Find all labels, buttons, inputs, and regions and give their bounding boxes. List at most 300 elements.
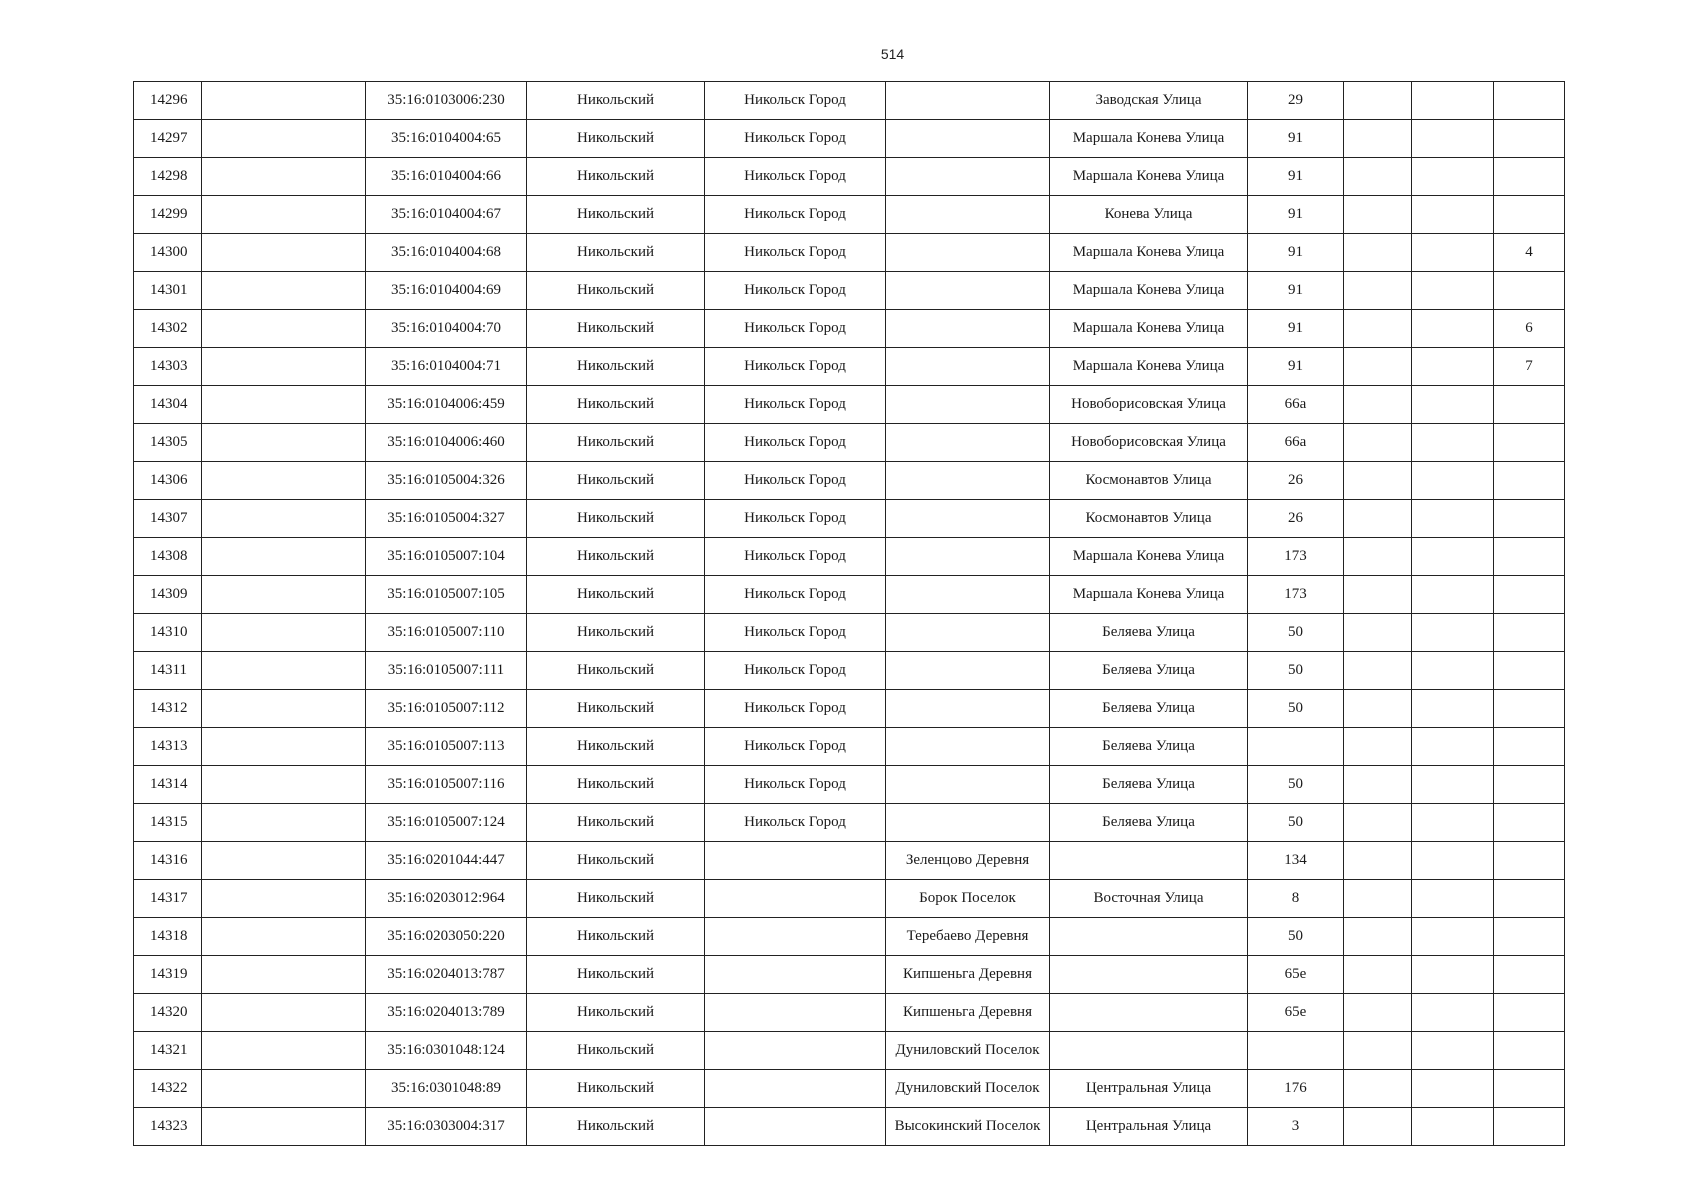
structure-cell xyxy=(1412,766,1494,804)
settlement-cell xyxy=(886,272,1050,310)
house-number-cell: 50 xyxy=(1248,614,1344,652)
structure-cell xyxy=(1412,880,1494,918)
structure-cell xyxy=(1412,272,1494,310)
building-cell xyxy=(1344,956,1412,994)
structure-cell xyxy=(1412,424,1494,462)
record-number-cell: 14315 xyxy=(134,804,202,842)
settlement-cell xyxy=(886,234,1050,272)
district-cell: Никольский xyxy=(527,690,705,728)
street-cell: Центральная Улица xyxy=(1050,1108,1248,1146)
empty-cell xyxy=(202,158,366,196)
building-cell xyxy=(1344,918,1412,956)
settlement-cell xyxy=(886,120,1050,158)
building-cell xyxy=(1344,424,1412,462)
settlement-cell xyxy=(886,82,1050,120)
city-cell: Никольск Город xyxy=(705,234,886,272)
structure-cell xyxy=(1412,842,1494,880)
house-number-cell: 176 xyxy=(1248,1070,1344,1108)
street-cell: Маршала Конева Улица xyxy=(1050,158,1248,196)
structure-cell xyxy=(1412,538,1494,576)
street-cell: Конева Улица xyxy=(1050,196,1248,234)
district-cell: Никольский xyxy=(527,538,705,576)
district-cell: Никольский xyxy=(527,158,705,196)
apartment-cell: 7 xyxy=(1494,348,1565,386)
city-cell xyxy=(705,1070,886,1108)
cadastral-number-cell: 35:16:0105007:116 xyxy=(366,766,527,804)
apartment-cell xyxy=(1494,1032,1565,1070)
cadastral-number-cell: 35:16:0104004:68 xyxy=(366,234,527,272)
city-cell: Никольск Город xyxy=(705,386,886,424)
cadastral-number-cell: 35:16:0105007:124 xyxy=(366,804,527,842)
empty-cell xyxy=(202,652,366,690)
empty-cell xyxy=(202,576,366,614)
settlement-cell xyxy=(886,614,1050,652)
record-number-cell: 14311 xyxy=(134,652,202,690)
structure-cell xyxy=(1412,918,1494,956)
city-cell xyxy=(705,842,886,880)
street-cell xyxy=(1050,918,1248,956)
street-cell: Беляева Улица xyxy=(1050,690,1248,728)
cadastral-number-cell: 35:16:0104006:459 xyxy=(366,386,527,424)
street-cell: Новоборисовская Улица xyxy=(1050,386,1248,424)
house-number-cell: 134 xyxy=(1248,842,1344,880)
table-row xyxy=(134,82,1565,120)
house-number-cell: 8 xyxy=(1248,880,1344,918)
apartment-cell xyxy=(1494,158,1565,196)
table-row xyxy=(134,158,1565,196)
table-row xyxy=(134,424,1565,462)
table-row xyxy=(134,234,1565,272)
table-row xyxy=(134,310,1565,348)
cadastral-number-cell: 35:16:0105007:110 xyxy=(366,614,527,652)
record-number-cell: 14308 xyxy=(134,538,202,576)
house-number-cell xyxy=(1248,728,1344,766)
building-cell xyxy=(1344,728,1412,766)
apartment-cell xyxy=(1494,614,1565,652)
city-cell: Никольск Город xyxy=(705,310,886,348)
building-cell xyxy=(1344,538,1412,576)
cadastral-number-cell: 35:16:0105007:104 xyxy=(366,538,527,576)
building-cell xyxy=(1344,842,1412,880)
city-cell: Никольск Город xyxy=(705,766,886,804)
structure-cell xyxy=(1412,728,1494,766)
street-cell: Космонавтов Улица xyxy=(1050,462,1248,500)
record-number-cell: 14318 xyxy=(134,918,202,956)
table-row xyxy=(134,766,1565,804)
apartment-cell xyxy=(1494,804,1565,842)
settlement-cell xyxy=(886,196,1050,234)
city-cell: Никольск Город xyxy=(705,576,886,614)
empty-cell xyxy=(202,386,366,424)
settlement-cell: Теребаево Деревня xyxy=(886,918,1050,956)
empty-cell xyxy=(202,614,366,652)
street-cell: Маршала Конева Улица xyxy=(1050,234,1248,272)
city-cell xyxy=(705,956,886,994)
district-cell: Никольский xyxy=(527,918,705,956)
street-cell: Маршала Конева Улица xyxy=(1050,310,1248,348)
empty-cell xyxy=(202,82,366,120)
empty-cell xyxy=(202,500,366,538)
structure-cell xyxy=(1412,310,1494,348)
house-number-cell: 91 xyxy=(1248,158,1344,196)
settlement-cell: Кипшеньга Деревня xyxy=(886,994,1050,1032)
city-cell xyxy=(705,994,886,1032)
record-number-cell: 14303 xyxy=(134,348,202,386)
building-cell xyxy=(1344,690,1412,728)
street-cell: Беляева Улица xyxy=(1050,614,1248,652)
house-number-cell: 91 xyxy=(1248,348,1344,386)
empty-cell xyxy=(202,348,366,386)
cadastral-number-cell: 35:16:0201044:447 xyxy=(366,842,527,880)
district-cell: Никольский xyxy=(527,956,705,994)
settlement-cell: Высокинский Поселок xyxy=(886,1108,1050,1146)
structure-cell xyxy=(1412,804,1494,842)
structure-cell xyxy=(1412,120,1494,158)
record-number-cell: 14312 xyxy=(134,690,202,728)
district-cell: Никольский xyxy=(527,1070,705,1108)
house-number-cell: 29 xyxy=(1248,82,1344,120)
house-number-cell: 91 xyxy=(1248,120,1344,158)
record-number-cell: 14314 xyxy=(134,766,202,804)
house-number-cell: 65е xyxy=(1248,956,1344,994)
table-row xyxy=(134,918,1565,956)
cadastral-number-cell: 35:16:0203050:220 xyxy=(366,918,527,956)
cadastral-number-cell: 35:16:0105004:326 xyxy=(366,462,527,500)
empty-cell xyxy=(202,728,366,766)
table-row xyxy=(134,652,1565,690)
apartment-cell xyxy=(1494,538,1565,576)
street-cell: Маршала Конева Улица xyxy=(1050,576,1248,614)
street-cell: Заводская Улица xyxy=(1050,82,1248,120)
district-cell: Никольский xyxy=(527,804,705,842)
structure-cell xyxy=(1412,1070,1494,1108)
empty-cell xyxy=(202,1070,366,1108)
house-number-cell: 50 xyxy=(1248,804,1344,842)
city-cell: Никольск Город xyxy=(705,120,886,158)
city-cell: Никольск Город xyxy=(705,196,886,234)
district-cell: Никольский xyxy=(527,728,705,766)
city-cell: Никольск Город xyxy=(705,82,886,120)
district-cell: Никольский xyxy=(527,994,705,1032)
apartment-cell xyxy=(1494,462,1565,500)
city-cell xyxy=(705,880,886,918)
table-row xyxy=(134,348,1565,386)
settlement-cell: Зеленцово Деревня xyxy=(886,842,1050,880)
street-cell: Маршала Конева Улица xyxy=(1050,538,1248,576)
cadastral-number-cell: 35:16:0204013:787 xyxy=(366,956,527,994)
settlement-cell xyxy=(886,576,1050,614)
city-cell: Никольск Город xyxy=(705,272,886,310)
street-cell: Восточная Улица xyxy=(1050,880,1248,918)
record-number-cell: 14321 xyxy=(134,1032,202,1070)
structure-cell xyxy=(1412,956,1494,994)
district-cell: Никольский xyxy=(527,272,705,310)
empty-cell xyxy=(202,918,366,956)
apartment-cell xyxy=(1494,576,1565,614)
district-cell: Никольский xyxy=(527,652,705,690)
apartment-cell xyxy=(1494,500,1565,538)
settlement-cell xyxy=(886,804,1050,842)
apartment-cell xyxy=(1494,82,1565,120)
cadastral-number-cell: 35:16:0104004:66 xyxy=(366,158,527,196)
structure-cell xyxy=(1412,462,1494,500)
building-cell xyxy=(1344,804,1412,842)
cadastral-number-cell: 35:16:0105007:112 xyxy=(366,690,527,728)
street-cell: Новоборисовская Улица xyxy=(1050,424,1248,462)
cadastral-number-cell: 35:16:0203012:964 xyxy=(366,880,527,918)
settlement-cell xyxy=(886,462,1050,500)
record-number-cell: 14304 xyxy=(134,386,202,424)
district-cell: Никольский xyxy=(527,576,705,614)
district-cell: Никольский xyxy=(527,348,705,386)
table-body xyxy=(134,82,1565,1146)
registry-table xyxy=(133,81,1565,1146)
building-cell xyxy=(1344,1032,1412,1070)
apartment-cell xyxy=(1494,956,1565,994)
table-row xyxy=(134,690,1565,728)
street-cell xyxy=(1050,1032,1248,1070)
empty-cell xyxy=(202,804,366,842)
building-cell xyxy=(1344,880,1412,918)
city-cell: Никольск Город xyxy=(705,614,886,652)
house-number-cell: 50 xyxy=(1248,690,1344,728)
apartment-cell xyxy=(1494,842,1565,880)
cadastral-number-cell: 35:16:0105007:113 xyxy=(366,728,527,766)
empty-cell xyxy=(202,424,366,462)
district-cell: Никольский xyxy=(527,842,705,880)
building-cell xyxy=(1344,310,1412,348)
apartment-cell: 4 xyxy=(1494,234,1565,272)
table-row xyxy=(134,1108,1565,1146)
table-row xyxy=(134,804,1565,842)
table-row xyxy=(134,272,1565,310)
structure-cell xyxy=(1412,576,1494,614)
record-number-cell: 14313 xyxy=(134,728,202,766)
table-row xyxy=(134,196,1565,234)
record-number-cell: 14320 xyxy=(134,994,202,1032)
building-cell xyxy=(1344,1070,1412,1108)
empty-cell xyxy=(202,120,366,158)
structure-cell xyxy=(1412,82,1494,120)
city-cell: Никольск Город xyxy=(705,804,886,842)
house-number-cell: 50 xyxy=(1248,652,1344,690)
city-cell xyxy=(705,1108,886,1146)
empty-cell xyxy=(202,538,366,576)
house-number-cell: 91 xyxy=(1248,272,1344,310)
record-number-cell: 14299 xyxy=(134,196,202,234)
settlement-cell: Дуниловский Поселок xyxy=(886,1070,1050,1108)
settlement-cell xyxy=(886,652,1050,690)
empty-cell xyxy=(202,234,366,272)
apartment-cell xyxy=(1494,880,1565,918)
structure-cell xyxy=(1412,500,1494,538)
settlement-cell xyxy=(886,348,1050,386)
city-cell: Никольск Город xyxy=(705,462,886,500)
empty-cell xyxy=(202,310,366,348)
structure-cell xyxy=(1412,234,1494,272)
table-row xyxy=(134,728,1565,766)
building-cell xyxy=(1344,196,1412,234)
city-cell: Никольск Город xyxy=(705,424,886,462)
settlement-cell: Дуниловский Поселок xyxy=(886,1032,1050,1070)
city-cell: Никольск Город xyxy=(705,348,886,386)
record-number-cell: 14298 xyxy=(134,158,202,196)
table-row xyxy=(134,386,1565,424)
record-number-cell: 14296 xyxy=(134,82,202,120)
house-number-cell: 50 xyxy=(1248,766,1344,804)
district-cell: Никольский xyxy=(527,462,705,500)
building-cell xyxy=(1344,576,1412,614)
structure-cell xyxy=(1412,690,1494,728)
apartment-cell: 6 xyxy=(1494,310,1565,348)
district-cell: Никольский xyxy=(527,766,705,804)
apartment-cell xyxy=(1494,690,1565,728)
record-number-cell: 14310 xyxy=(134,614,202,652)
table-row xyxy=(134,538,1565,576)
record-number-cell: 14309 xyxy=(134,576,202,614)
street-cell: Центральная Улица xyxy=(1050,1070,1248,1108)
apartment-cell xyxy=(1494,196,1565,234)
structure-cell xyxy=(1412,994,1494,1032)
city-cell xyxy=(705,918,886,956)
building-cell xyxy=(1344,386,1412,424)
district-cell: Никольский xyxy=(527,500,705,538)
house-number-cell: 91 xyxy=(1248,234,1344,272)
street-cell: Маршала Конева Улица xyxy=(1050,272,1248,310)
city-cell: Никольск Город xyxy=(705,728,886,766)
record-number-cell: 14297 xyxy=(134,120,202,158)
empty-cell xyxy=(202,272,366,310)
cadastral-number-cell: 35:16:0105007:111 xyxy=(366,652,527,690)
street-cell: Беляева Улица xyxy=(1050,804,1248,842)
house-number-cell: 91 xyxy=(1248,310,1344,348)
house-number-cell: 26 xyxy=(1248,462,1344,500)
apartment-cell xyxy=(1494,272,1565,310)
street-cell xyxy=(1050,842,1248,880)
apartment-cell xyxy=(1494,652,1565,690)
street-cell: Космонавтов Улица xyxy=(1050,500,1248,538)
district-cell: Никольский xyxy=(527,1108,705,1146)
structure-cell xyxy=(1412,614,1494,652)
apartment-cell xyxy=(1494,1108,1565,1146)
cadastral-number-cell: 35:16:0204013:789 xyxy=(366,994,527,1032)
structure-cell xyxy=(1412,158,1494,196)
city-cell: Никольск Город xyxy=(705,500,886,538)
record-number-cell: 14316 xyxy=(134,842,202,880)
record-number-cell: 14319 xyxy=(134,956,202,994)
street-cell: Маршала Конева Улица xyxy=(1050,348,1248,386)
table-row xyxy=(134,880,1565,918)
settlement-cell xyxy=(886,386,1050,424)
table-row xyxy=(134,1070,1565,1108)
district-cell: Никольский xyxy=(527,614,705,652)
city-cell: Никольск Город xyxy=(705,652,886,690)
table-row xyxy=(134,614,1565,652)
settlement-cell xyxy=(886,766,1050,804)
apartment-cell xyxy=(1494,728,1565,766)
record-number-cell: 14317 xyxy=(134,880,202,918)
cadastral-number-cell: 35:16:0104004:65 xyxy=(366,120,527,158)
table-row xyxy=(134,462,1565,500)
empty-cell xyxy=(202,880,366,918)
cadastral-number-cell: 35:16:0105007:105 xyxy=(366,576,527,614)
empty-cell xyxy=(202,766,366,804)
building-cell xyxy=(1344,82,1412,120)
district-cell: Никольский xyxy=(527,120,705,158)
record-number-cell: 14307 xyxy=(134,500,202,538)
city-cell: Никольск Город xyxy=(705,538,886,576)
empty-cell xyxy=(202,994,366,1032)
record-number-cell: 14305 xyxy=(134,424,202,462)
table-row xyxy=(134,576,1565,614)
street-cell xyxy=(1050,956,1248,994)
building-cell xyxy=(1344,1108,1412,1146)
street-cell: Беляева Улица xyxy=(1050,652,1248,690)
house-number-cell: 65е xyxy=(1248,994,1344,1032)
house-number-cell: 66а xyxy=(1248,424,1344,462)
cadastral-number-cell: 35:16:0105004:327 xyxy=(366,500,527,538)
settlement-cell xyxy=(886,158,1050,196)
table-row xyxy=(134,500,1565,538)
cadastral-number-cell: 35:16:0104004:69 xyxy=(366,272,527,310)
building-cell xyxy=(1344,652,1412,690)
empty-cell xyxy=(202,1108,366,1146)
table-row xyxy=(134,1032,1565,1070)
house-number-cell: 173 xyxy=(1248,576,1344,614)
record-number-cell: 14301 xyxy=(134,272,202,310)
empty-cell xyxy=(202,956,366,994)
record-number-cell: 14300 xyxy=(134,234,202,272)
table-row xyxy=(134,842,1565,880)
page-number: 514 xyxy=(880,46,905,62)
record-number-cell: 14302 xyxy=(134,310,202,348)
settlement-cell xyxy=(886,500,1050,538)
structure-cell xyxy=(1412,386,1494,424)
building-cell xyxy=(1344,614,1412,652)
structure-cell xyxy=(1412,652,1494,690)
settlement-cell xyxy=(886,424,1050,462)
building-cell xyxy=(1344,994,1412,1032)
street-cell xyxy=(1050,994,1248,1032)
city-cell: Никольск Город xyxy=(705,690,886,728)
cadastral-number-cell: 35:16:0103006:230 xyxy=(366,82,527,120)
district-cell: Никольский xyxy=(527,880,705,918)
cadastral-number-cell: 35:16:0104004:71 xyxy=(366,348,527,386)
street-cell: Беляева Улица xyxy=(1050,766,1248,804)
apartment-cell xyxy=(1494,424,1565,462)
table-row xyxy=(134,956,1565,994)
street-cell: Маршала Конева Улица xyxy=(1050,120,1248,158)
apartment-cell xyxy=(1494,120,1565,158)
settlement-cell xyxy=(886,538,1050,576)
apartment-cell xyxy=(1494,918,1565,956)
apartment-cell xyxy=(1494,1070,1565,1108)
building-cell xyxy=(1344,462,1412,500)
apartment-cell xyxy=(1494,766,1565,804)
record-number-cell: 14322 xyxy=(134,1070,202,1108)
settlement-cell: Кипшеньга Деревня xyxy=(886,956,1050,994)
cadastral-number-cell: 35:16:0301048:89 xyxy=(366,1070,527,1108)
table-row xyxy=(134,994,1565,1032)
district-cell: Никольский xyxy=(527,82,705,120)
building-cell xyxy=(1344,766,1412,804)
empty-cell xyxy=(202,842,366,880)
cadastral-number-cell: 35:16:0301048:124 xyxy=(366,1032,527,1070)
empty-cell xyxy=(202,690,366,728)
structure-cell xyxy=(1412,196,1494,234)
empty-cell xyxy=(202,462,366,500)
empty-cell xyxy=(202,1032,366,1070)
